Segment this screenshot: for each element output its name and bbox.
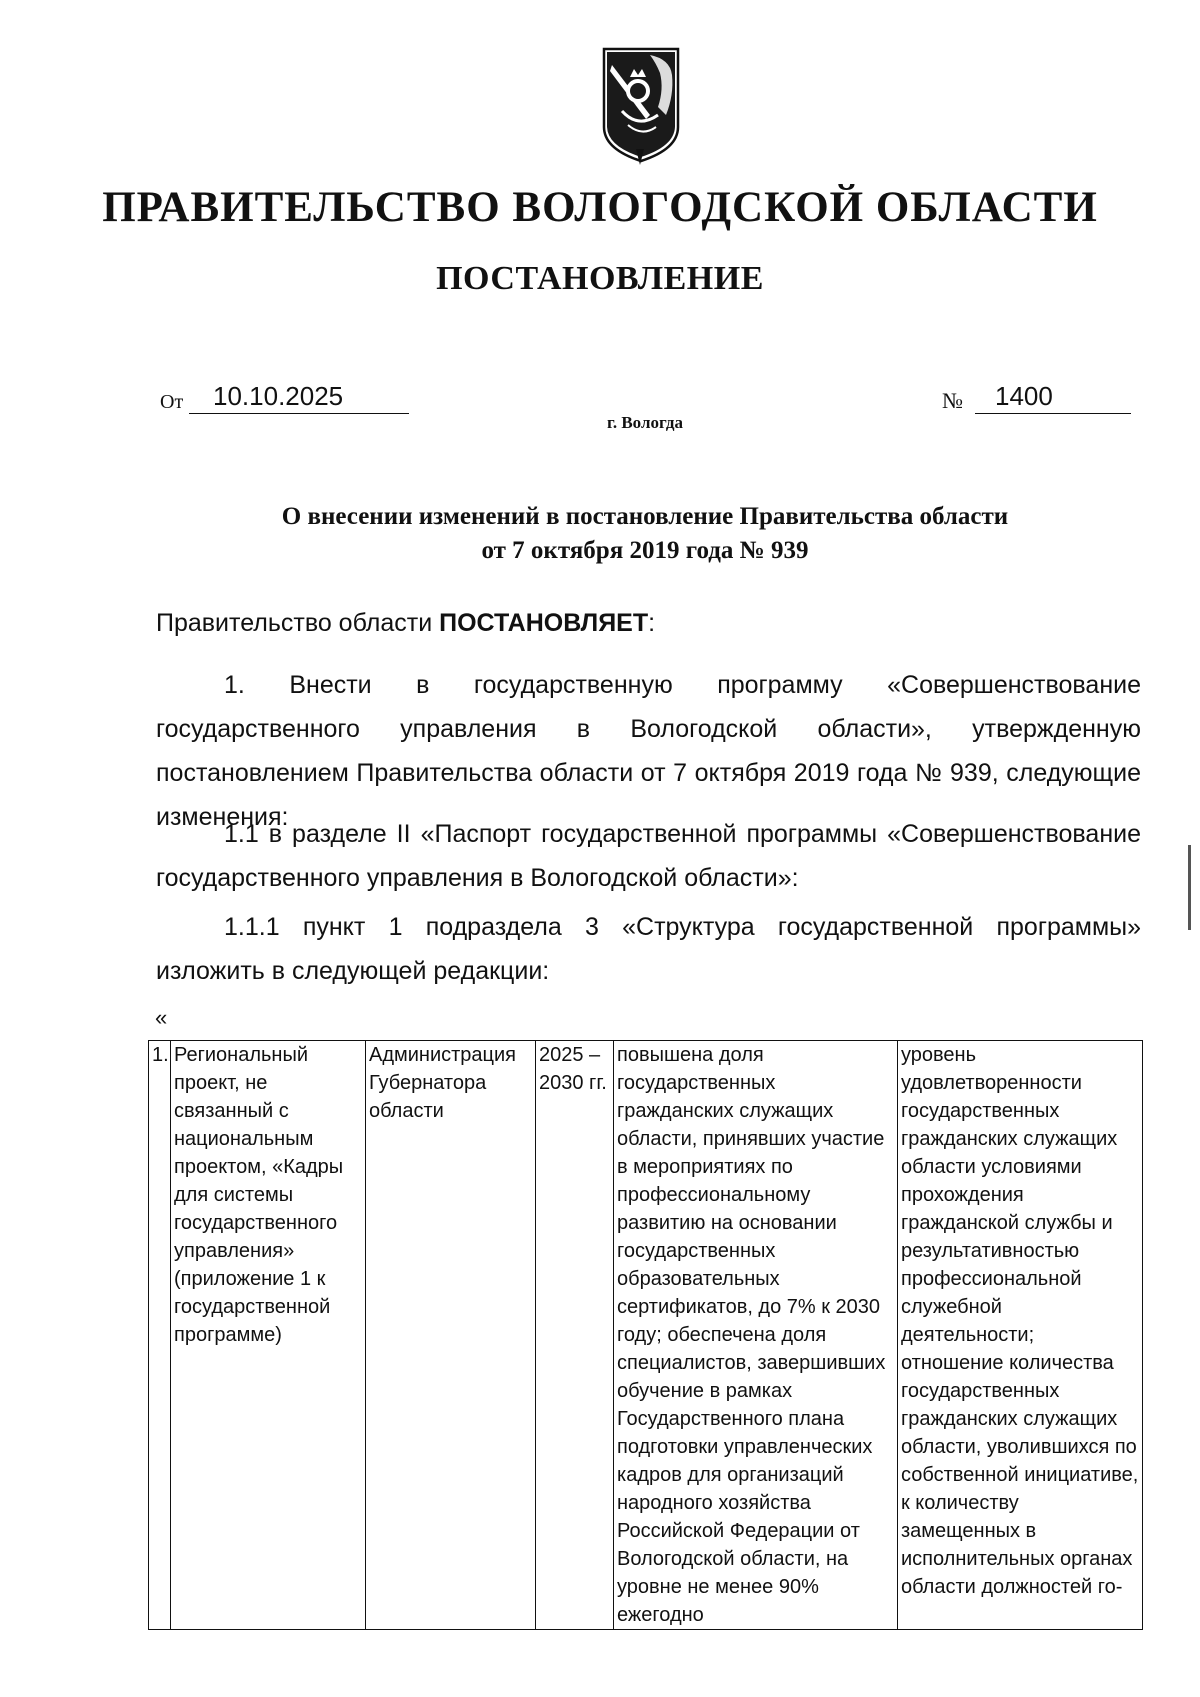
document-number: 1400 <box>975 380 1131 414</box>
structure-table <box>148 1040 1143 1630</box>
project-cell: Региональный проект, не связанный с национальным проектом, «Кадры для системы государственного управления» (приложение 1 к государственной программе) <box>171 1041 366 1630</box>
number-prefix: № <box>942 388 963 413</box>
document-type-title: ПОСТАНОВЛЕНИЕ <box>436 260 764 297</box>
paragraph-1: 1. Внести в государственную программу «Совершенствование государственного управления в Вологодской области», утвержденную постановлением Правительства области от 7 октября 2019 года № 939, следующие изменения: <box>156 671 1141 831</box>
scan-edge-mark <box>1188 845 1191 930</box>
city-label: г. Вологда <box>607 413 683 432</box>
coat-of-arms-emblem <box>600 45 682 165</box>
table-row <box>149 1041 1143 1630</box>
resolve-word: ПОСТАНОВЛЯЕТ <box>439 609 649 637</box>
document-heading <box>0 500 1200 568</box>
resolve-colon: : <box>648 609 656 637</box>
paragraph-1-1-1: 1.1.1 пункт 1 подраздела 3 «Структура государственной программы» изложить в следующей редакции: <box>156 913 1141 985</box>
indicators-cell: уровень удовлетворенности государственных гражданских служащих области условиями прохождения гражданской службы и результативностью профессиональной служебной деятельности; отношение количества государственных гражданских служащих области, уволившихся по собственной инициативе, к количеству замещенных в исполнительных органах области должностей го- <box>898 1041 1143 1630</box>
resolve-lead: Правительство области <box>156 609 440 637</box>
date-prefix: От <box>160 391 184 413</box>
document-date: 10.10.2025 <box>189 380 409 414</box>
opening-quote: « <box>155 1005 168 1030</box>
responsible-cell: Администрация Губернатора области <box>366 1041 536 1630</box>
government-title: ПРАВИТЕЛЬСТВО ВОЛОГОДСКОЙ ОБЛАСТИ <box>102 184 1098 231</box>
paragraph-1-1: 1.1 в разделе II «Паспорт государственной программы «Совершенствование государственного управления в Вологодской области»: <box>156 820 1141 892</box>
period-cell: 2025 – 2030 гг. <box>536 1041 614 1630</box>
heading-line-2: от 7 октября 2019 года № 939 <box>481 537 809 564</box>
tasks-cell: повышена доля государственных гражданских служащих области, принявших участие в мероприятиях по профессиональному развитию на основании государственных образовательных сертификатов, до 7% к 2030 году; обеспечена доля специалистов, завершивших обучение в рамках Государственного плана подготовки управленческих кадров для организаций народного хозяйства Российской Федерации от Вологодской области, на уровне не менее 90% ежегодно <box>614 1041 898 1630</box>
heading-line-1: О внесении изменений в постановление Правительства области <box>281 503 1009 530</box>
row-number-cell: 1. <box>149 1041 171 1630</box>
resolve-line <box>156 601 655 645</box>
